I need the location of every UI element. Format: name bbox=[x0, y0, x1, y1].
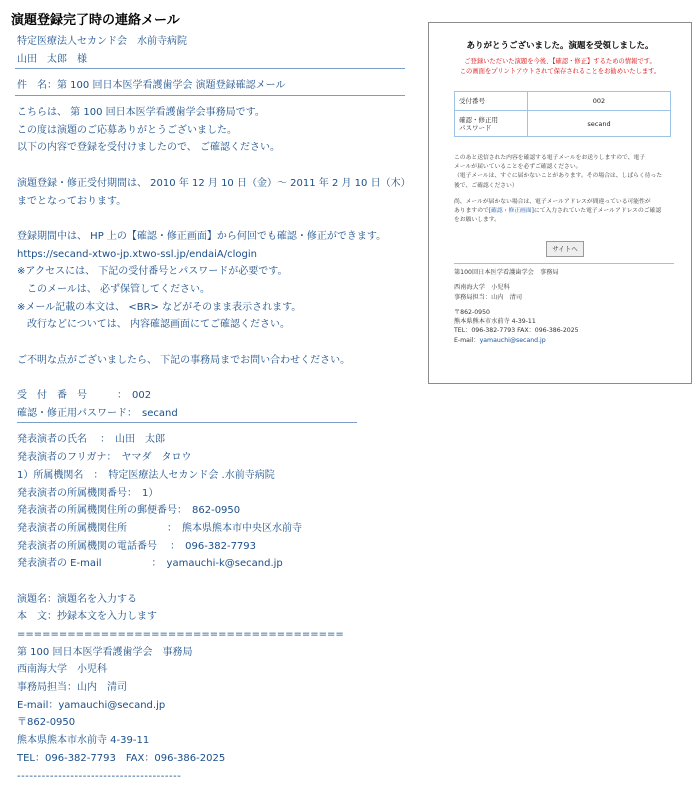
go-to-site-button[interactable]: サイトへ bbox=[546, 241, 584, 257]
confirmation-screen-panel bbox=[428, 22, 692, 384]
login-url[interactable]: https://secand-xtwo-jp.xtwo-ssl.jp/endaiA/clogin bbox=[17, 248, 257, 260]
affiliation-phone: 発表演者の所属機関の電話番号 ： 096-382-7793 bbox=[17, 540, 257, 552]
panel-message-2-text: にて入力されていた電子メールアドレスのご確認 bbox=[533, 208, 662, 215]
password-label bbox=[455, 111, 528, 137]
divider bbox=[17, 422, 357, 423]
footer-tel-fax: TEL：096-382-7793 FAX：096-386-2025 bbox=[454, 327, 579, 335]
abstract-body: 本 文：抄録本文を入力します bbox=[17, 611, 157, 623]
password-label-line-1: 確認・修正用 bbox=[459, 115, 498, 124]
divider bbox=[454, 263, 674, 264]
office-tel-fax: TEL：096-382-7793 FAX：096-386-2025 bbox=[17, 752, 226, 764]
footer-staff: 事務局担当：山内 清司 bbox=[454, 293, 523, 301]
recipient-org: 特定医療法人セカンド会 水前寺病院 bbox=[17, 36, 187, 47]
password-line: 確認・修正用パスワード： secand bbox=[17, 407, 178, 419]
panel-footer bbox=[454, 268, 679, 345]
receipt-label: 受付番号 bbox=[455, 92, 528, 111]
confirmation-heading: ありがとうございました。演題を受領しました。 bbox=[466, 41, 654, 51]
presenter-name: 発表演者の氏名 ： 山田 太郎 bbox=[17, 434, 166, 446]
panel-message-2-line: をお願いします。 bbox=[454, 217, 500, 224]
password-label-line-2: パスワード bbox=[459, 123, 492, 132]
footer-contact bbox=[454, 283, 679, 302]
note-line-6: 改行などについては、 内容確認画面にてご確認ください。 bbox=[17, 319, 290, 331]
presenter-email: 発表演者の E-mail ： yamauchi-k@secand.jp bbox=[17, 558, 283, 570]
receipt-value: 002 bbox=[528, 92, 671, 111]
note-line-4: このメールは、 必ず保管してください。 bbox=[17, 283, 210, 295]
office-staff: 事務局担当：山内 清司 bbox=[17, 682, 127, 694]
footer-org: 第100回日本医学看護歯学会 事務局 bbox=[454, 269, 559, 276]
office-email: E-mail：yamauchi@secand.jp bbox=[17, 699, 166, 711]
period-line-1: 演題登録・修正受付期間は、 2010 年 12 月 10 日（金）～ 2011 年 2 月 10 日（木） bbox=[17, 177, 411, 189]
affiliation-zip: 発表演者の所属機関住所の郵便番号： 862-0950 bbox=[17, 505, 241, 517]
divider bbox=[15, 95, 405, 96]
page-title: 演題登録完了時の連絡メール bbox=[11, 13, 180, 28]
panel-message-1-line: （電子メールは、すぐに届かないことがあります。その場合は、しばらく待った bbox=[454, 173, 663, 180]
panel-message-1 bbox=[454, 154, 679, 191]
table-row bbox=[455, 111, 671, 137]
print-notice-line-1: ご登録いただいた演題を今後、【確認・修正】するための情報です。 bbox=[464, 58, 656, 65]
panel-message-2-line: 尚、メールが届かない場合は、電子メールアドレスが間違っている可能性が bbox=[454, 198, 651, 205]
inquiry-line: ご不明な点がございましたら、 下記の事務局までお問い合わせください。 bbox=[17, 354, 351, 366]
panel-message-1-line: このあと送信された内容を確認する電子メールをお送りしますので、電子 bbox=[454, 155, 646, 161]
note-line-3: ※アクセスには、 下記の受付番号とパスワードが必要です。 bbox=[17, 266, 288, 278]
end-rule: ---------------------------------------- bbox=[17, 770, 182, 782]
footer-address-block bbox=[454, 308, 679, 345]
office-zip: 〒862-0950 bbox=[17, 717, 76, 729]
receipt-number: 受 付 番 号 ： 002 bbox=[17, 390, 152, 402]
confirm-edit-link[interactable]: [確認・修正画面] bbox=[488, 208, 534, 215]
note-line-1: 登録期間中は、 HP 上の【確認・修正画面】から何回でも確認・修正ができます。 bbox=[17, 230, 387, 242]
intro-line-3: 以下の内容で登録を受付けましたので、 ご確認ください。 bbox=[17, 142, 280, 154]
presenter-kana: 発表演者のフリガナ： ヤマダ タロウ bbox=[17, 452, 192, 464]
footer-address: 熊本県熊本市水前寺 4-39-11 bbox=[454, 318, 536, 326]
panel-message-1-line: 後で、ご確認ください） bbox=[454, 182, 518, 189]
panel-message-2 bbox=[454, 198, 679, 226]
abstract-title: 演題名：演題名を入力する bbox=[17, 593, 137, 605]
credentials-table bbox=[454, 91, 671, 137]
recipient-name: 山田 太郎 様 bbox=[17, 53, 87, 65]
footer-email-label: E-mail： bbox=[454, 336, 480, 344]
table-row bbox=[455, 92, 671, 111]
period-line-2: までとなっております。 bbox=[17, 195, 127, 207]
print-notice-line-2: この画面をプリントアウトされて保存されることをお勧めいたします。 bbox=[459, 67, 661, 75]
affiliation-address: 発表演者の所属機関住所 ： 熊本県熊本市中央区水前寺 bbox=[17, 522, 302, 534]
panel-message bbox=[454, 154, 679, 232]
email-body bbox=[17, 33, 412, 785]
panel-message-1-line: メールが届いていることを必ずご確認ください。 bbox=[454, 164, 582, 171]
affiliation-name: 1）所属機関名 ： 特定医療法人セカンド会 .水前寺病院 bbox=[17, 469, 275, 481]
footer-email-link[interactable]: yamauchi@secand.jp bbox=[479, 336, 546, 344]
divider bbox=[15, 68, 405, 69]
office-name: 第 100 回日本医学看護歯学会 事務局 bbox=[17, 646, 193, 658]
separator-line: ======================================= bbox=[17, 629, 344, 640]
intro-line-2: この度は演題のご応募ありがとうございました。 bbox=[17, 124, 237, 136]
office-address: 熊本県熊本市水前寺 4-39-11 bbox=[17, 735, 150, 747]
office-dept: 西南海大学 小児科 bbox=[17, 664, 107, 676]
panel-message-2-text: ありますので bbox=[454, 208, 489, 215]
note-line-5: ※メール記載の本文は、 <BR> などがそのまま表示されます。 bbox=[17, 301, 302, 313]
affiliation-number: 発表演者の所属機関番号： 1） bbox=[17, 487, 159, 499]
email-subject: 件 名：第 100 回日本医学看護歯学会 演題登録確認メール bbox=[17, 80, 286, 92]
print-notice bbox=[429, 57, 691, 76]
intro-line-1: こちらは、 第 100 回日本医学看護歯学会事務局です。 bbox=[17, 107, 265, 119]
footer-zip: 〒862-0950 bbox=[454, 308, 490, 316]
password-value: secand bbox=[528, 111, 671, 137]
footer-dept: 西南海大学 小児科 bbox=[454, 284, 510, 292]
